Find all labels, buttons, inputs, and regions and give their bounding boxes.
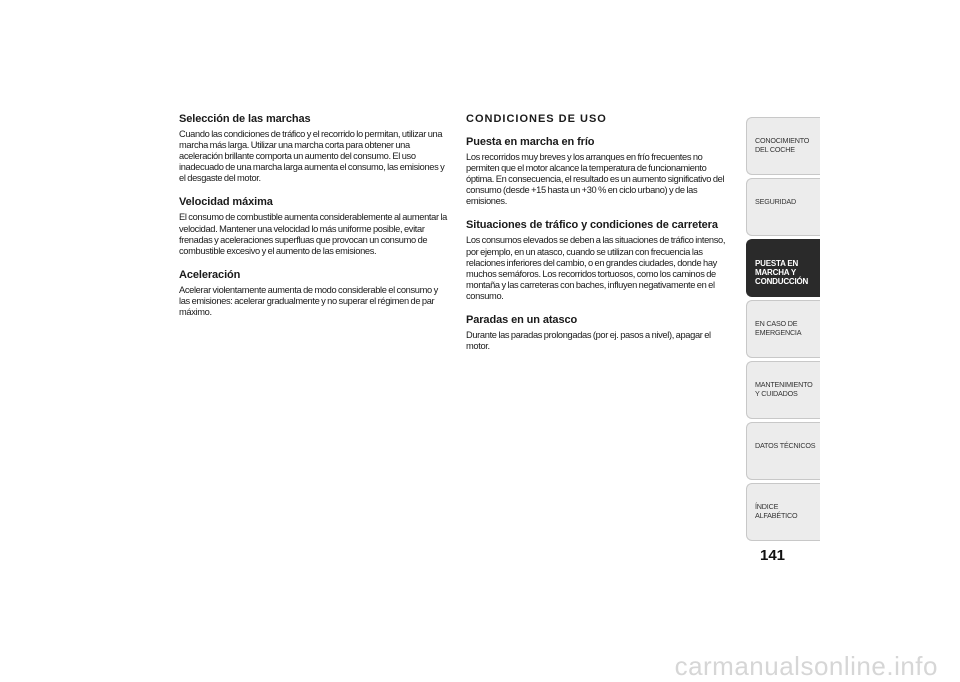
tab-datos-tecnicos[interactable]: DATOS TÉCNICOS bbox=[746, 422, 820, 480]
section-heading: Puesta en marcha en frío bbox=[466, 136, 595, 148]
tab-puesta-en-marcha[interactable]: PUESTA EN MARCHA Y CONDUCCIÓN bbox=[746, 239, 820, 297]
chapter-title: CONDICIONES DE USO bbox=[466, 113, 607, 125]
tab-conocimiento-del-coche[interactable]: CONOCIMIENTO DEL COCHE bbox=[746, 117, 820, 175]
section-text: Los recorridos muy breves y los arranques en frío frecuentes no permiten que el motor alcance la temperatura de funcionamiento óptima. En consecuencia, el resultado es un aumento significativo del consumo (desde +15 hasta un +30 % en ciclo urbano) y de las emisiones. bbox=[466, 152, 725, 207]
chapter-tabs bbox=[746, 117, 820, 544]
section-text: Acelerar violentamente aumenta de modo considerable el consumo y las emisiones: acelerar gradualmente y no superar el régimen de par máximo. bbox=[179, 284, 438, 318]
section-heading: Aceleración bbox=[179, 268, 241, 281]
section-situaciones-trafico bbox=[466, 219, 734, 302]
section-text: Durante las paradas prolongadas (por ej. pasos a nivel), apagar el motor. bbox=[466, 330, 711, 352]
section-text: El consumo de combustible aumenta considerablemente al aumentar la velocidad. Mantener una velocidad lo más uniforme posible, evitar frenadas y aceleraciones superfluas que provocan un consumo de combustible excesivo y el aumento de las emisiones. bbox=[179, 212, 447, 256]
tab-indice-alfabetico[interactable]: ÍNDICE ALFABÉTICO bbox=[746, 483, 820, 541]
section-heading: Situaciones de tráfico y condiciones de carretera bbox=[466, 219, 718, 232]
section-velocidad-maxima bbox=[179, 196, 449, 256]
section-heading: Paradas en un atasco bbox=[466, 314, 578, 327]
section-text: Cuando las condiciones de tráfico y el recorrido lo permitan, utilizar una marcha más larga. Utilizar una marcha corta para obtener una aceleración brillante comporta un aumento del consumo. El uso inadecuado de una marcha larga aumenta el consumo, las emisiones y el desgaste del motor. bbox=[179, 129, 445, 184]
section-aceleracion bbox=[179, 269, 449, 318]
tab-mantenimiento[interactable]: MANTENIMIENTO Y CUIDADOS bbox=[746, 361, 820, 419]
section-seleccion-marchas bbox=[179, 113, 449, 184]
section-heading: Selección de las marchas bbox=[179, 113, 311, 125]
section-paradas-atasco bbox=[466, 314, 734, 352]
tab-seguridad[interactable]: SEGURIDAD bbox=[746, 178, 820, 236]
watermark: carmanualsonline.info bbox=[674, 651, 938, 681]
section-text: Los consumos elevados se deben a las situaciones de tráfico intenso, por ejemplo, en un atasco, cuando se utilizan con frecuencia las relaciones inferiores del cambio, o en grandes ciudades, donde hay muchos semáforos. Los recorridos tortuosos, como los caminos de montaña y las carreteras con baches, influyen negativamente en el consumo. bbox=[466, 235, 726, 301]
left-column bbox=[179, 113, 449, 330]
tab-en-caso-de-emergencia[interactable]: EN CASO DE EMERGENCIA bbox=[746, 300, 820, 358]
section-puesta-marcha-frio bbox=[466, 136, 734, 207]
page-number: 141 bbox=[760, 547, 786, 564]
right-column bbox=[466, 113, 734, 364]
section-heading: Velocidad máxima bbox=[179, 196, 273, 209]
